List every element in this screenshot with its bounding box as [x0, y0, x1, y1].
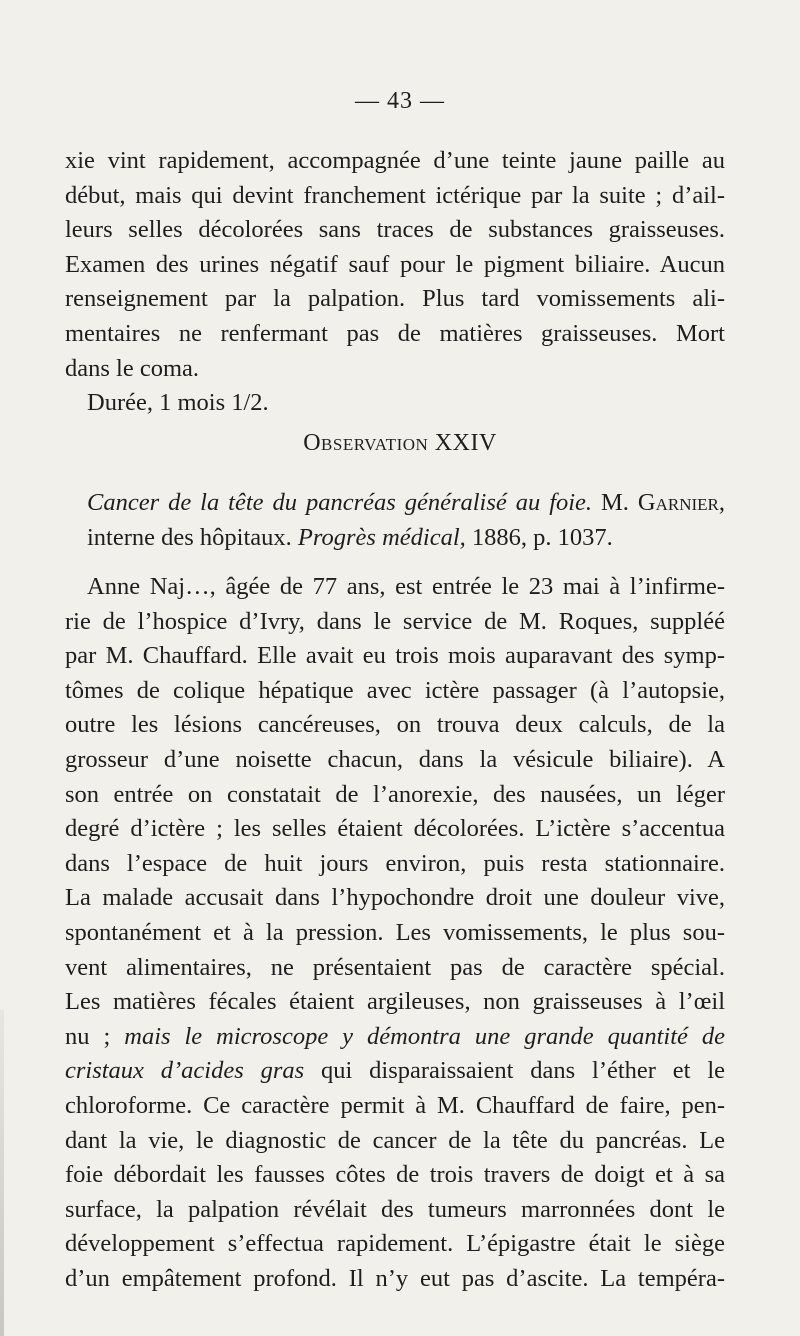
text-line: spontanément et à la pression. Les vomissements, le plus sou-: [65, 918, 725, 946]
author-name: Garnier,: [637, 489, 725, 516]
author-prefix: M.: [592, 489, 638, 516]
duration-line: Durée, 1 mois 1/2.: [87, 389, 269, 417]
text-line: Examen des urines négatif sauf pour le pigment biliaire. Aucun: [65, 250, 725, 278]
text-line: rie de l’hospice d’Ivry, dans le service de M. Roques, suppléé: [65, 607, 725, 635]
italic-fragment: cristaux d’acides gras: [65, 1057, 305, 1085]
italic-fragment: mais le microscope y démontra une grande quantité de: [124, 1022, 725, 1050]
text-fragment: qui disparaissaient dans l’éther et le: [304, 1057, 725, 1085]
text-line: dant la vie, le diagnostic de cancer de la tête du pancréas. Le: [65, 1126, 725, 1154]
citation-detail: 1886, p. 1037.: [465, 523, 613, 551]
text-line: d’un empâtement profond. Il n’y eut pas d’ascite. La tempéra-: [65, 1264, 725, 1292]
text-line: xie vint rapidement, accompagnée d’une teinte jaune paille au: [65, 147, 725, 174]
text-line: [65, 1054, 725, 1089]
reference-line-2: [65, 521, 725, 556]
article-title: Cancer de la tête du pancréas généralisé au foie.: [87, 489, 593, 516]
text-line: degré d’ictère ; les selles étaient décolorées. L’ictère s’accentua: [65, 815, 725, 843]
case-description: [65, 570, 725, 1296]
page-edge-shadow: [0, 1010, 4, 1336]
text-line: outre les lésions cancéreuses, on trouva deux calculs, de la: [65, 711, 725, 739]
observation-heading: Observation XXIV: [303, 430, 497, 456]
text-line: dans le coma.: [65, 354, 200, 382]
text-line: leurs selles décolorées sans traces de substances graisseuses.: [65, 216, 725, 244]
text-line: début, mais qui devint franchement ictérique par la suite ; d’ail-: [65, 181, 725, 209]
text-line: grosseur d’une noisette chacun, dans la vésicule biliaire). A: [65, 745, 725, 773]
text-line: renseignement par la palpation. Plus tard vomissements ali-: [65, 285, 725, 313]
text-line: développement s’effectua rapidement. L’épigastre était le siège: [65, 1230, 725, 1258]
text-line: par M. Chauffard. Elle avait eu trois mois auparavant des symp-: [65, 642, 725, 670]
reference-line-1: [65, 486, 725, 521]
text-line: mentaires ne renfermant pas de matières graisseuses. Mort: [65, 319, 725, 347]
text-line: La malade accusait dans l’hypochondre droit une douleur vive,: [65, 884, 725, 912]
text-line: dans l’espace de huit jours environ, puis resta stationnaire.: [65, 849, 725, 877]
text-line: surface, la palpation révélait des tumeurs marronnées dont le: [65, 1195, 725, 1223]
text-line: foie débordait les fausses côtes de trois travers de doigt et à sa: [65, 1161, 725, 1189]
journal-name: Progrès médical,: [297, 523, 466, 551]
reference-citation: [65, 486, 725, 555]
text-line: vent alimentaires, ne présentaient pas de caractère spécial.: [65, 953, 725, 981]
text-line: son entrée on constatait de l’anorexie, des nausées, un léger: [65, 780, 725, 808]
page-number: — 43 —: [355, 88, 445, 114]
text-line: [65, 1020, 725, 1055]
text-line: Anne Naj…, âgée de 77 ans, est entrée le 23 mai à l’infirme-: [87, 573, 725, 600]
author-role: interne des hôpitaux.: [87, 523, 298, 551]
text-fragment: nu ;: [65, 1022, 125, 1050]
text-line: tômes de colique hépatique avec ictère passager (à l’autopsie,: [65, 676, 725, 704]
text-line: chloroforme. Ce caractère permit à M. Chauffard de faire, pen-: [65, 1091, 725, 1119]
paragraph-continued: [65, 144, 725, 421]
text-line: Les matières fécales étaient argileuses, non graisseuses à l’œil: [65, 988, 725, 1016]
